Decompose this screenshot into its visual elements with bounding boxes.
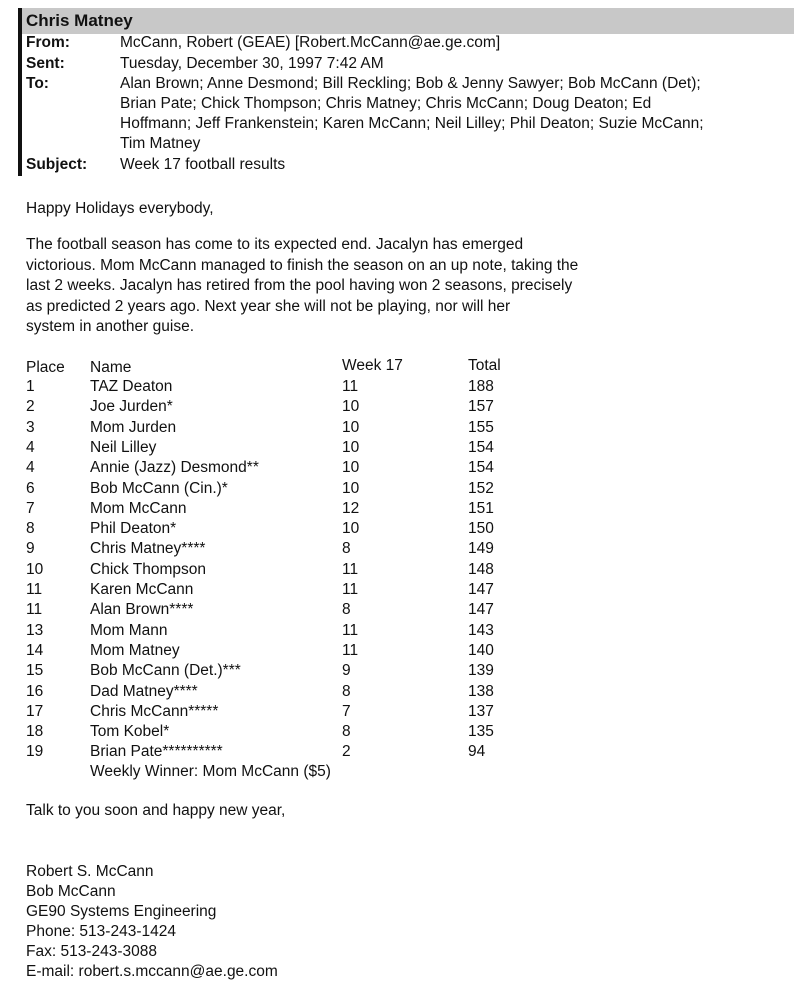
header-band [18, 8, 794, 34]
row-name: Chick Thompson [90, 561, 207, 578]
row-week: 12 [342, 500, 360, 517]
to-line: Hoffmann; Jeff Frankenstein; Karen McCann; Neil Lilley; Phil Deaton; Suzie McCann; [120, 115, 704, 132]
row-name: Mom Matney [90, 642, 180, 659]
row-week: 10 [342, 459, 360, 476]
row-total: 149 [468, 540, 494, 557]
row-place: 4 [26, 439, 35, 456]
signature-block [26, 862, 716, 982]
row-total: 151 [468, 500, 494, 517]
row-week: 8 [342, 601, 351, 618]
row-total: 94 [468, 743, 486, 760]
row-place: 11 [26, 581, 43, 598]
signature-line: Fax: 513-243-3088 [26, 943, 157, 960]
row-name: Neil Lilley [90, 439, 157, 456]
row-name: TAZ Deaton [90, 378, 173, 395]
row-name: Alan Brown**** [90, 601, 194, 618]
closing: Talk to you soon and happy new year, [26, 802, 286, 819]
row-week: 10 [342, 398, 360, 415]
from-label: From: [26, 34, 70, 51]
signature-line: GE90 Systems Engineering [26, 903, 217, 920]
row-total: 150 [468, 520, 494, 537]
row-name: Dad Matney**** [90, 683, 198, 700]
row-total: 139 [468, 662, 494, 679]
row-place: 1 [26, 378, 35, 395]
message-paragraph [26, 235, 716, 338]
header-week: Week 17 [342, 357, 403, 374]
paragraph-line: victorious. Mom McCann managed to finish the season on an up note, taking the [26, 256, 579, 274]
row-week: 10 [342, 520, 360, 537]
row-total: 135 [468, 723, 494, 740]
header-name: Name [90, 359, 132, 376]
row-name: Brian Pate********** [90, 743, 223, 760]
signature-line: E-mail: robert.s.mccann@ae.ge.com [26, 963, 278, 980]
sent-value: Tuesday, December 30, 1997 7:42 AM [120, 55, 384, 72]
weekly-winner: Weekly Winner: Mom McCann ($5) [90, 763, 331, 780]
row-name: Tom Kobel* [90, 723, 170, 740]
row-place: 11 [26, 601, 43, 618]
row-week: 8 [342, 683, 351, 700]
row-week: 10 [342, 419, 360, 436]
row-week: 11 [342, 622, 359, 639]
row-name: Mom Mann [90, 622, 168, 639]
row-week: 11 [342, 378, 359, 395]
sent-label: Sent: [26, 55, 65, 72]
row-place: 14 [26, 642, 44, 659]
row-place: 17 [26, 703, 44, 720]
to-line: Alan Brown; Anne Desmond; Bill Reckling; Bob & Jenny Sawyer; Bob McCann (Det); [120, 75, 701, 92]
row-total: 147 [468, 601, 494, 618]
header-left-bar [18, 8, 22, 176]
header-place: Place [26, 359, 65, 376]
row-place: 18 [26, 723, 44, 740]
row-place: 16 [26, 683, 44, 700]
paragraph-line: last 2 weeks. Jacalyn has retired from the pool having won 2 seasons, precisely [26, 277, 573, 294]
row-total: 138 [468, 683, 494, 700]
row-total: 152 [468, 480, 494, 497]
paragraph-line: The football season has come to its expected end. Jacalyn has emerged [26, 236, 524, 253]
row-name: Mom McCann [90, 500, 187, 517]
subject-label: Subject: [26, 156, 88, 173]
row-week: 10 [342, 439, 360, 456]
row-place: 3 [26, 419, 35, 436]
row-week: 2 [342, 743, 351, 760]
row-week: 8 [342, 540, 351, 557]
row-place: 4 [26, 459, 35, 476]
to-label: To: [26, 75, 49, 92]
row-place: 19 [26, 743, 44, 760]
row-place: 7 [26, 500, 35, 517]
signature-line: Phone: 513-243-1424 [26, 923, 176, 940]
sender-name: Chris Matney [26, 11, 133, 30]
row-name: Karen McCann [90, 581, 194, 598]
from-value: McCann, Robert (GEAE) [Robert.McCann@ae.ge.com] [120, 34, 501, 51]
row-place: 2 [26, 398, 35, 415]
to-line: Tim Matney [120, 135, 201, 152]
row-place: 8 [26, 520, 35, 537]
signature-line: Robert S. McCann [26, 863, 154, 880]
row-name: Chris McCann***** [90, 703, 219, 720]
row-place: 9 [26, 540, 35, 557]
row-total: 188 [468, 378, 494, 395]
paragraph-line: system in another guise. [26, 318, 195, 335]
row-total: 154 [468, 439, 494, 456]
row-total: 154 [468, 459, 494, 476]
to-line: Brian Pate; Chick Thompson; Chris Matney; Chris McCann; Doug Deaton; Ed [120, 95, 652, 112]
signature-line: Bob McCann [26, 883, 116, 900]
row-week: 11 [342, 581, 359, 598]
row-total: 140 [468, 642, 494, 659]
greeting: Happy Holidays everybody, [26, 200, 214, 217]
row-total: 147 [468, 581, 494, 598]
row-week: 10 [342, 480, 360, 497]
paragraph-line: as predicted 2 years ago. Next year she will not be playing, nor will her [26, 297, 511, 315]
row-name: Mom Jurden [90, 419, 177, 436]
row-place: 13 [26, 622, 44, 639]
row-week: 11 [342, 561, 359, 578]
row-name: Phil Deaton* [90, 520, 177, 537]
row-week: 11 [342, 642, 359, 659]
row-total: 148 [468, 561, 494, 578]
header-total: Total [468, 357, 501, 374]
row-week: 9 [342, 662, 351, 679]
row-total: 143 [468, 622, 494, 639]
row-place: 6 [26, 480, 35, 497]
row-week: 7 [342, 703, 351, 720]
row-total: 155 [468, 419, 494, 436]
row-name: Chris Matney**** [90, 540, 206, 557]
row-name: Joe Jurden* [90, 398, 173, 415]
row-place: 15 [26, 662, 44, 679]
row-name: Bob McCann (Det.)*** [90, 662, 241, 679]
to-recipients [120, 74, 800, 154]
row-name: Bob McCann (Cin.)* [90, 480, 228, 497]
row-total: 157 [468, 398, 494, 415]
row-total: 137 [468, 703, 494, 720]
subject-value: Week 17 football results [120, 156, 286, 173]
row-place: 10 [26, 561, 44, 578]
row-name: Annie (Jazz) Desmond** [90, 459, 259, 476]
row-week: 8 [342, 723, 351, 740]
